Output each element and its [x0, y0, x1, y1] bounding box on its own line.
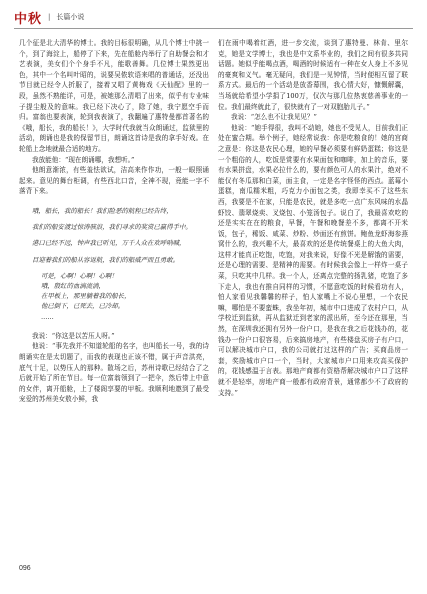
body-paragraph: 几个征是北大清华的博士。我的目标很明确，从几个博士中挑一个，到了海淀上，船停了下来，先在船舱内举行了自助餐会和才艺表演，美女们个个身手不凡，能歌善舞。几位博士果然更出色，其中一个名叫叶昭的，说要吴侬软语来唱的普通话，还没出节目就已经令人折服了，接着又唱了黄梅戏《天仙配》里的一段，虽然不熟能详，可是，被她那么清唱了出来，似乎有专业味子提尘般及的意味。我已经下决心了，除了她，我宁愿空手而归。富翁也要表演，轮到我表演了，我翻遍了惠特曼都首著名的《哦，船长，我的船长！》，大学时代我就当众朗诵过，监狱里的活动，朗诵也是我的保留节目，朗诵这首诗是我的拿手好戏。在轮船上念地就最合适的地方。 — [19, 39, 209, 153]
poem-line: 在甲板上，那里躺着我的船长， — [41, 292, 131, 301]
poem-line: 我们的船安渡过惊涛骇浪，我们寻求的奖赏已赢得手中。 — [32, 223, 192, 232]
body-paragraph: 们在雨中喝着红酒，进一步交流，谈到了惠特曼、林肯、里尔克，她是文学博士，我也是中文系毕业的，我们之间有很多共同话题。她似乎能喝点酒，喝酒的时候适有一种在女人身上不多见的豪爽和义气。毫无疑问，我们是一见钟情，当时便相互留了联系方式。最后的一个活动是放香幕围，我心情大好，慷慨解囊，当场就给希望小学捐了100万，仅次与那几位热衷慈善事业的一位。我们最终就此了，很快就有了一对双胞胎儿子。” — [218, 39, 408, 111]
header-rule — [14, 28, 413, 29]
poem-line: 可是，心啊！心啊！心啊！ — [41, 271, 118, 280]
body-paragraph: 他说：“事先我并不知道轮船的名字，也叫船长一号，我的诗朗诵实在是太切题了，而我的表现也正该不错，属于声音洪亮，底气十足，以势压人的那种。散场之后，苏州诗歌已经结合了之后就开始了所在节目。每一位富翁领到了一把伞，然后带上中意的女伴，离开船舱，上了楼阁享要的甲板。我顺利地邀到了最受宠爱的苏州美女敖小鲜，我 — [19, 342, 209, 404]
body-paragraph: 我说：“你这是以苦压人呀。” — [32, 331, 115, 340]
page-header — [14, 9, 84, 25]
poem-line: 目迎着我们的船从容返航，我们的船威严而且勇敢。 — [32, 255, 179, 264]
poem-line: 港口已经不远，钟声我已听见，万千人众在欢呼呐喊， — [32, 239, 186, 248]
body-paragraph: 我放能他：“现在朗诵哪，我想听。” — [32, 155, 135, 164]
poem-line: …… — [41, 312, 54, 321]
body-paragraph: 我说：“怎么也不让我见见？” — [231, 113, 317, 122]
right-column — [218, 38, 408, 398]
poem-line: 哦，殷红的血滴流淌， — [41, 281, 105, 290]
body-paragraph: 他朗意渐浓，有些羞怯欲试，洁高来作作功，一般一眼照诵起来。意见的舞台柜调，有些西北口音，全神不现，竟能一字不落背下来。 — [19, 166, 209, 196]
poem-quote — [19, 206, 209, 322]
poem-line: 他已倒下，已死去，已冷却。 — [41, 302, 125, 311]
left-column — [19, 38, 209, 405]
magazine-logo: 中秋 — [14, 11, 43, 27]
page-number: 096 — [19, 565, 31, 572]
poem-line: 哦，船长，我的船长！我们险恶的航程已经告终， — [32, 206, 173, 215]
section-title: 长篇小说 — [56, 13, 85, 21]
header-separator: | — [48, 13, 51, 21]
body-paragraph: 他说：“她手得很，我叫不动她，她也不受见人，目前我们正处在蜜合期。举个例子，她经常说我：你是吃粮食的！她的宫商之意是：你这是农民心理，她的早餐必须要有鲜奶蛋糕；你这是一个粗俗的人，吃饭是赏要有水果面包和咖啡，加上的音乐，要有水果拼盘，水果必拉什么的，要有颜色可人的水果汁，绝对不能仅有冬瓜那和白菜，面主食，一定是名字怪怪的西点。蓝莓小蛋糕，南瓜糯米粗，巧克力小面包之类，我即幸买不了这些东西，我要是不在家，只能是农民，就是多吃一点广东风味的水晶虾饺、翡翠烧卖、叉烧包、小笼汤包子。说白了，我最喜欢吃的还是实实在在的粮食，早餐，午餐和晚餐差不多，都离不开米饭，包子，稀饭、咸菜、炒粉、炒面还有煎饼。鲍鱼龙虾海参燕窝什么的，我兴趣不大，最喜欢的还是传统餐桌上的大鱼大肉，这样才能真正吃饱，吃饱，对我来说，好像不光是解饿的需要，还是心理的需要、是精神的需要。有时候我会像上一样炸一桌子菜，只吃其中几样。我一个人，还离点完整的扬乳猪，吃饱了多下走人，我也有推自同样的习惯，不愿意吃饭的时候看功有人，怕人家看见我馨馨的样子，怕人家嘴上不说心里想，一个农民嘛，哪怕是不要蛮蛛，我坐年初，城市中口进成了农村户口，从学校迁到监狱，再从监狱迁到老家的派出所，至今还在那里，当然，在深圳我还拥有另外一份户口，是我在我之后花钱办的，花钱办一份户口很容易，后来搞房地产，有些楼盘买房子有户口，可以解决城市户口，我的公司就打过这样的广告；买商品房一套，奖励城市户口一个，当时，大家城市户口用来攻高买保护的，花钱感温于言表。那地产商都有资格帮解决城市户口了这样就不是轻率，房地产商一般都有政府背景，通常都少不了政府的支持。” — [218, 123, 408, 397]
